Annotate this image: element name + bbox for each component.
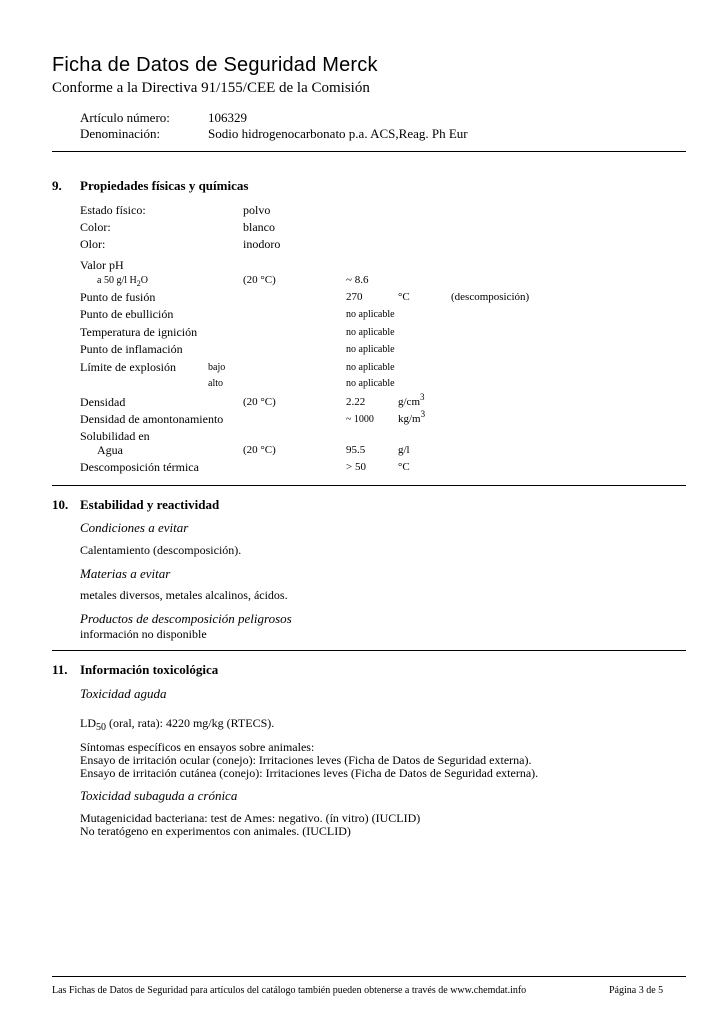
toxicidad-aguda-heading: Toxicidad aguda xyxy=(80,686,167,701)
productos-heading: Productos de descomposición peligrosos xyxy=(80,611,292,626)
page-number: Página 3 de 5 xyxy=(609,985,664,996)
condiciones-text: Calentamiento (descomposición). xyxy=(80,543,242,557)
article-number-value: 106329 xyxy=(208,110,247,125)
article-number-label: Artículo número: xyxy=(80,110,170,125)
densidad-condition: (20 °C) xyxy=(243,396,276,408)
fusion-note: (descomposición) xyxy=(451,291,530,303)
color-value: blanco xyxy=(243,220,275,234)
explosion-label: Límite de explosión xyxy=(80,360,176,374)
ph-value: ~ 8.6 xyxy=(346,274,369,286)
explosion-bajo-label: bajo xyxy=(208,362,226,373)
header-divider xyxy=(52,151,686,152)
ignicion-value: no aplicable xyxy=(346,327,395,338)
productos-text: información no disponible xyxy=(80,627,207,641)
toxicidad-subaguda-heading: Toxicidad subaguda a crónica xyxy=(80,788,238,803)
olor-value: inodoro xyxy=(243,237,281,251)
inflamacion-label: Punto de inflamación xyxy=(80,342,183,356)
document-title: Ficha de Datos de Seguridad Merck xyxy=(52,54,378,76)
explosion-alto-label: alto xyxy=(208,378,223,389)
ph-condition-temp: (20 °C) xyxy=(243,274,276,286)
olor-label: Olor: xyxy=(80,237,106,251)
densidad-label: Densidad xyxy=(80,395,126,409)
materias-heading: Materias a evitar xyxy=(80,566,171,581)
subaguda-line-2: No teratógeno en experimentos con animales. (IUCLID) xyxy=(80,824,351,838)
densidad-unit: $g/cm^3$ xyxy=(398,392,425,408)
section-9-number: 9. xyxy=(52,178,62,193)
ebullicion-value: no aplicable xyxy=(346,309,395,320)
product-name-value: Sodio hidrogenocarbonato p.a. ACS,Reag. Ph Eur xyxy=(208,126,468,141)
sintomas-line-3: Ensayo de irritación cutánea (conejo): Irritaciones leves (Ficha de Datos de Seguridad externa). xyxy=(80,766,539,780)
fusion-unit: °C xyxy=(398,291,410,303)
estado-value: polvo xyxy=(243,203,271,217)
descomposicion-value: > 50 xyxy=(346,461,366,473)
fusion-label: Punto de fusión xyxy=(80,290,156,304)
product-name-label: Denominación: xyxy=(80,126,161,141)
document-subtitle: Conforme a la Directiva 91/155/CEE de la Comisión xyxy=(52,80,370,96)
section-10-divider xyxy=(52,650,686,651)
materias-text: metales diversos, metales alcalinos, ácidos. xyxy=(80,588,288,602)
ph-condition-concentration: a 50 g/l $H_2O$ xyxy=(97,275,148,288)
sintomas-line-2: Ensayo de irritación ocular (conejo): Irritaciones leves (Ficha de Datos de Seguridad externa). xyxy=(80,753,532,767)
condiciones-heading: Condiciones a evitar xyxy=(80,520,189,535)
estado-label: Estado físico: xyxy=(80,203,146,217)
section-11-title: Información toxicológica xyxy=(80,662,219,677)
descomposicion-label: Descomposición térmica xyxy=(80,460,199,474)
amontonamiento-unit: $kg/m^3$ xyxy=(398,409,426,425)
section-9-title: Propiedades físicas y químicas xyxy=(80,178,249,193)
agua-unit: g/l xyxy=(398,444,410,456)
densidad-value: 2.22 xyxy=(346,396,366,408)
footer-divider xyxy=(52,976,686,977)
section-10-title: Estabilidad y reactividad xyxy=(80,497,220,512)
solubilidad-label: Solubilidad en xyxy=(80,429,150,443)
agua-label: Agua xyxy=(97,443,123,457)
agua-condition: (20 °C) xyxy=(243,444,276,456)
descomposicion-unit: °C xyxy=(398,461,410,473)
subaguda-line-1: Mutagenicidad bacteriana: test de Ames: negativo. (ín vitro) (IUCLID) xyxy=(80,811,421,825)
explosion-alto-value: no aplicable xyxy=(346,378,395,389)
agua-value: 95.5 xyxy=(346,444,366,456)
ignicion-label: Temperatura de ignición xyxy=(80,325,198,339)
ld50-line: $LD_{50}$ (oral, rata): 4220 mg/kg (RTECS). xyxy=(80,716,275,733)
amontonamiento-label: Densidad de amontonamiento xyxy=(80,412,224,426)
section-10-number: 10. xyxy=(52,497,69,512)
explosion-bajo-value: no aplicable xyxy=(346,362,395,373)
ebullicion-label: Punto de ebullición xyxy=(80,307,174,321)
footer-note: Las Fichas de Datos de Seguridad para artículos del catálogo también pueden obtenerse a través de www.chemdat.info xyxy=(52,985,527,996)
section-11-number: 11. xyxy=(52,662,68,677)
color-label: Color: xyxy=(80,220,111,234)
sintomas-line-1: Síntomas específicos en ensayos sobre animales: xyxy=(80,740,315,754)
inflamacion-value: no aplicable xyxy=(346,344,395,355)
section-9-divider xyxy=(52,485,686,486)
ph-label: Valor pH xyxy=(80,258,124,272)
fusion-value: 270 xyxy=(346,291,363,303)
amontonamiento-value: ~ 1000 xyxy=(346,414,374,425)
